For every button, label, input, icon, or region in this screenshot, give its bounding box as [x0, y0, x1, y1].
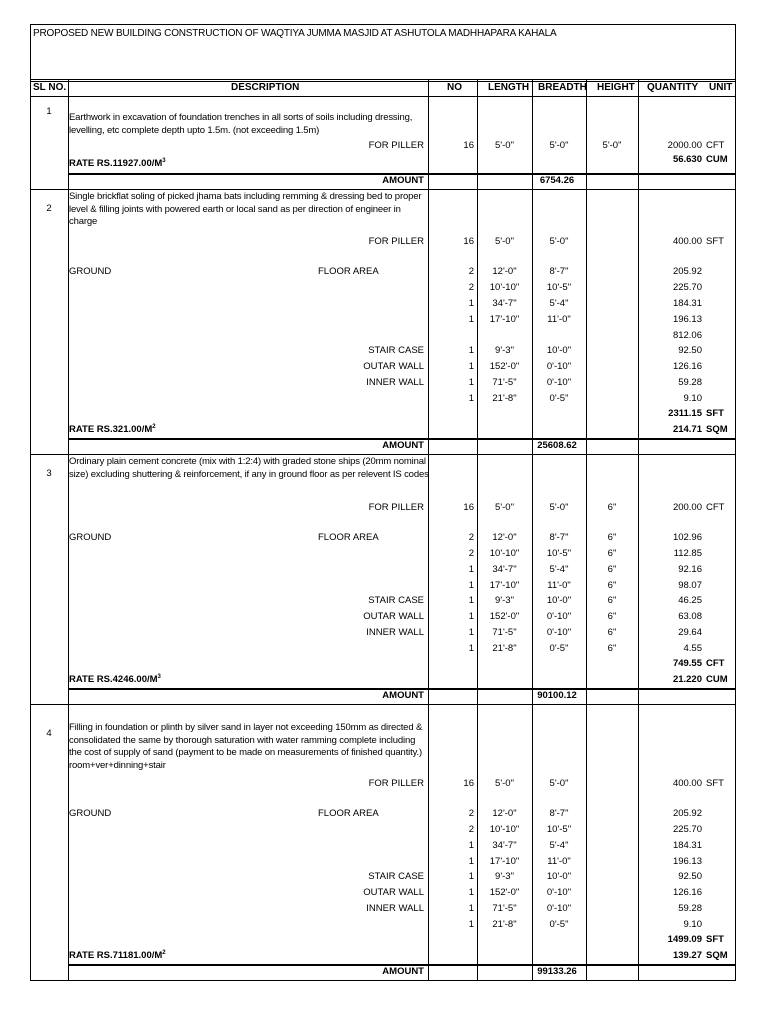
row-breadth: 5'-0" — [549, 140, 569, 151]
row-no: 16 — [463, 502, 474, 513]
row-right-label: INNER WALL — [366, 903, 424, 914]
row-quantity: 184.31 — [672, 298, 702, 309]
column-divider — [735, 79, 736, 980]
row-breadth: 10'-5" — [546, 282, 572, 293]
row-no: 1 — [468, 919, 474, 930]
row-breadth: 8'-7" — [549, 266, 569, 277]
row-length: 21'-8" — [492, 393, 517, 404]
total-unit: SFT — [706, 934, 724, 945]
amount-label: AMOUNT — [382, 690, 424, 701]
total-unit: SQM — [706, 950, 728, 961]
row-height: 6" — [607, 502, 617, 513]
row-quantity: 102.96 — [672, 532, 702, 543]
row-breadth: 0'-10" — [546, 887, 572, 898]
row-length: 152'-0" — [489, 611, 520, 622]
header-quantity: QUANTITY — [647, 82, 699, 93]
row-no: 1 — [468, 871, 474, 882]
row-quantity: 9.10 — [683, 393, 702, 404]
row-length: 17'-10" — [489, 314, 520, 325]
header-no: NO — [447, 82, 462, 93]
total-unit: SFT — [706, 408, 724, 419]
document-title-box — [30, 24, 736, 82]
section-top-border — [30, 704, 736, 705]
row-quantity: 400.00 — [672, 236, 702, 247]
row-quantity: 196.13 — [672, 856, 702, 867]
row-no: 1 — [468, 393, 474, 404]
row-no: 1 — [468, 564, 474, 575]
amount-label: AMOUNT — [382, 440, 424, 451]
row-right-label: OUTAR WALL — [363, 611, 424, 622]
row-no: 1 — [468, 856, 474, 867]
item-rate-text: RATE RS.71181.00/M — [69, 950, 163, 961]
row-no: 1 — [468, 314, 474, 325]
row-height: 6" — [607, 580, 617, 591]
row-no: 16 — [463, 236, 474, 247]
row-length: 9'-3" — [495, 595, 514, 606]
row-no: 2 — [468, 282, 474, 293]
row-quantity: 59.28 — [678, 377, 702, 388]
header-height: HEIGHT — [597, 82, 635, 93]
row-breadth: 0'-10" — [546, 611, 572, 622]
item-rate-exponent: 3 — [162, 157, 166, 164]
row-no: 2 — [468, 266, 474, 277]
item-rate-text: RATE RS.11927.00/M — [69, 158, 163, 169]
row-length: 152'-0" — [489, 887, 520, 898]
item-rate — [69, 950, 166, 962]
item-sl-number: 4 — [46, 728, 52, 739]
row-quantity: 98.07 — [678, 580, 702, 591]
total-quantity: 56.630 — [672, 154, 702, 165]
row-right-label: OUTAR WALL — [363, 361, 424, 372]
amount-value: 25608.62 — [537, 440, 577, 451]
total-quantity: 749.55 — [672, 658, 702, 669]
total-quantity: 139.27 — [672, 950, 702, 961]
row-right-label: STAIR CASE — [368, 871, 424, 882]
item-sl-number: 3 — [46, 468, 52, 479]
total-quantity: 2311.15 — [668, 408, 702, 419]
row-breadth: 11'-0" — [547, 856, 571, 867]
row-length: 12'-0" — [492, 266, 517, 277]
row-unit: CFT — [706, 140, 725, 151]
item-rate — [69, 674, 161, 686]
row-length: 21'-8" — [492, 919, 517, 930]
row-right-label: OUTAR WALL — [363, 887, 424, 898]
table-header — [30, 79, 736, 97]
row-breadth: 10'-0" — [546, 345, 572, 356]
header-description: DESCRIPTION — [231, 82, 300, 93]
row-breadth: 0'-10" — [546, 903, 572, 914]
row-breadth: 5'-0" — [549, 502, 569, 513]
header-sl-no: SL NO. — [33, 82, 67, 93]
total-quantity: 1499.09 — [667, 934, 702, 945]
row-breadth: 5'-4" — [549, 298, 569, 309]
row-no: 1 — [468, 580, 474, 591]
item-description: Ordinary plain cement concrete (mix with 1:2:4) with graded stone ships (20mm nominal size) excluding shuttering & reinforcement, if any in ground floor as per relevent IS codes — [69, 456, 429, 480]
row-right-label: FOR PILLER — [368, 140, 424, 151]
row-quantity: 92.50 — [678, 871, 702, 882]
row-right-label: INNER WALL — [366, 627, 424, 638]
row-breadth: 8'-7" — [549, 532, 569, 543]
row-breadth: 10'-0" — [546, 595, 572, 606]
row-length: 12'-0" — [492, 532, 517, 543]
row-quantity: 92.50 — [678, 345, 702, 356]
row-quantity: 400.00 — [672, 778, 702, 789]
row-length: 5'-0" — [495, 502, 514, 513]
row-no: 1 — [468, 595, 474, 606]
row-height: 6" — [607, 532, 617, 543]
row-unit: CFT — [706, 502, 725, 513]
row-length: 152'-0" — [489, 361, 520, 372]
total-unit: CFT — [706, 658, 725, 669]
row-no: 1 — [468, 903, 474, 914]
item-rate-exponent: 2 — [162, 949, 166, 956]
row-quantity: 63.08 — [678, 611, 702, 622]
row-no: 1 — [468, 627, 474, 638]
row-quantity: 126.16 — [672, 361, 702, 372]
row-right-label: STAIR CASE — [368, 345, 424, 356]
row-unit: SFT — [706, 778, 724, 789]
row-quantity: 2000.00 — [667, 140, 702, 151]
row-breadth: 8'-7" — [549, 808, 569, 819]
row-no: 1 — [468, 643, 474, 654]
row-height: 6" — [607, 643, 617, 654]
row-right-label: FOR PILLER — [368, 236, 424, 247]
row-no: 1 — [468, 345, 474, 356]
total-unit: CUM — [706, 674, 728, 685]
row-no: 16 — [463, 140, 474, 151]
header-unit: UNIT — [709, 82, 733, 93]
row-quantity: 9.10 — [683, 919, 702, 930]
row-breadth: 0'-10" — [546, 377, 572, 388]
row-no: 1 — [468, 611, 474, 622]
row-breadth: 11'-0" — [547, 580, 571, 591]
document-title: PROPOSED NEW BUILDING CONSTRUCTION OF WAQTIYA JUMMA MASJID AT ASHUTOLA MADHHAPARA KAHALA — [33, 28, 557, 39]
row-quantity: 29.64 — [678, 627, 702, 638]
row-no: 16 — [463, 778, 474, 789]
row-length: 34'-7" — [492, 840, 517, 851]
row-height: 6" — [607, 548, 617, 559]
row-breadth: 5'-0" — [549, 236, 569, 247]
item-rate — [69, 158, 166, 170]
row-no: 2 — [468, 548, 474, 559]
row-quantity: 46.25 — [678, 595, 702, 606]
row-length: 71'-5" — [492, 627, 517, 638]
row-no: 1 — [468, 377, 474, 388]
total-quantity: 21.220 — [672, 674, 702, 685]
amount-label: AMOUNT — [382, 966, 424, 977]
item-rate — [69, 424, 156, 436]
row-length: 5'-0" — [495, 778, 514, 789]
row-breadth: 10'-0" — [546, 871, 572, 882]
row-height: 6" — [607, 627, 617, 638]
row-length: 10'-10" — [489, 824, 520, 835]
row-no: 2 — [468, 824, 474, 835]
row-length: 5'-0" — [495, 140, 514, 151]
row-breadth: 5'-4" — [549, 840, 569, 851]
row-height: 6" — [607, 611, 617, 622]
row-length: 71'-5" — [492, 377, 517, 388]
row-breadth: 0'-5" — [549, 393, 569, 404]
row-breadth: 0'-5" — [549, 643, 569, 654]
item-sl-number: 2 — [46, 203, 52, 214]
row-length: 34'-7" — [492, 298, 517, 309]
row-height: 6" — [607, 595, 617, 606]
row-breadth: 5'-4" — [549, 564, 569, 575]
row-length: 10'-10" — [489, 548, 520, 559]
row-breadth: 0'-10" — [546, 361, 572, 372]
row-no: 1 — [468, 840, 474, 851]
row-mid-label: FLOOR AREA — [318, 808, 379, 819]
row-quantity: 59.28 — [678, 903, 702, 914]
row-quantity: 112.85 — [673, 548, 702, 559]
amount-value: 99133.26 — [537, 966, 577, 977]
header-breadth: BREADTH — [538, 82, 587, 93]
row-length: 9'-3" — [495, 871, 514, 882]
row-mid-label: FLOOR AREA — [318, 532, 379, 543]
item-description: Earthwork in excavation of foundation trenches in all sorts of soils including dressing, levelling, etc complete depth upto 1.5m. (not exceeding 1.5m) — [69, 112, 413, 136]
row-length: 71'-5" — [492, 903, 517, 914]
row-no: 2 — [468, 808, 474, 819]
column-divider — [586, 79, 587, 980]
row-quantity: 812.06 — [672, 330, 702, 341]
row-quantity: 200.00 — [672, 502, 702, 513]
row-quantity: 205.92 — [672, 266, 702, 277]
amount-value: 6754.26 — [539, 175, 575, 186]
item-rate-text: RATE RS.321.00/M — [69, 424, 153, 435]
amount-value: 90100.12 — [537, 690, 577, 701]
row-length: 12'-0" — [492, 808, 517, 819]
row-length: 21'-8" — [492, 643, 517, 654]
row-no: 1 — [468, 887, 474, 898]
row-breadth: 10'-5" — [546, 824, 572, 835]
row-mid-label: FLOOR AREA — [318, 266, 379, 277]
row-right-label: STAIR CASE — [368, 595, 424, 606]
total-unit: CUM — [706, 154, 728, 165]
item-sl-number: 1 — [46, 106, 52, 117]
section-top-border — [30, 189, 736, 190]
row-quantity: 205.92 — [672, 808, 702, 819]
item-rate-text: RATE RS.4246.00/M — [69, 674, 158, 685]
row-length: 10'-10" — [489, 282, 520, 293]
total-quantity: 214.71 — [672, 424, 702, 435]
row-quantity: 225.70 — [672, 824, 702, 835]
row-length: 17'-10" — [489, 856, 520, 867]
row-height: 5'-0" — [602, 140, 622, 151]
item-rate-exponent: 3 — [157, 673, 161, 680]
row-left-label: GROUND — [69, 532, 112, 543]
table-bottom-border — [30, 980, 736, 981]
row-quantity: 225.70 — [672, 282, 702, 293]
item-description: Filling in foundation or plinth by silver sand in layer not exceeding 150mm as directed & consolidated the same by thorough saturation with water ramming complete including the cost of supply of sand (payment to be made on measurements of finished quantity.) room+ver+dinning+stair — [69, 722, 423, 771]
section-top-border — [30, 454, 736, 455]
row-breadth: 11'-0" — [547, 314, 571, 325]
row-breadth: 0'-5" — [549, 919, 569, 930]
section-top-border — [30, 96, 736, 97]
row-quantity: 196.13 — [672, 314, 702, 325]
row-breadth: 5'-0" — [549, 778, 569, 789]
row-right-label: FOR PILLER — [368, 778, 424, 789]
row-length: 34'-7" — [492, 564, 517, 575]
row-left-label: GROUND — [69, 808, 112, 819]
row-quantity: 92.16 — [678, 564, 702, 575]
row-quantity: 184.31 — [672, 840, 702, 851]
header-length: LENGTH — [488, 82, 530, 93]
item-rate-exponent: 2 — [152, 423, 156, 430]
row-quantity: 4.55 — [683, 643, 702, 654]
row-height: 6" — [607, 564, 617, 575]
row-unit: SFT — [706, 236, 724, 247]
row-right-label: FOR PILLER — [368, 502, 424, 513]
amount-label: AMOUNT — [382, 175, 424, 186]
row-quantity: 126.16 — [672, 887, 702, 898]
total-unit: SQM — [706, 424, 728, 435]
row-breadth: 0'-10" — [546, 627, 572, 638]
row-length: 5'-0" — [495, 236, 514, 247]
row-no: 2 — [468, 532, 474, 543]
row-left-label: GROUND — [69, 266, 112, 277]
row-length: 17'-10" — [489, 580, 520, 591]
item-description: Single brickflat soling of picked jhama bats including remming & dressing bed to proper level & filling joints with powered earth or local sand as per direction of engineer in charge — [69, 191, 422, 228]
row-length: 9'-3" — [495, 345, 514, 356]
row-right-label: INNER WALL — [366, 377, 424, 388]
row-no: 1 — [468, 298, 474, 309]
row-no: 1 — [468, 361, 474, 372]
row-breadth: 10'-5" — [546, 548, 572, 559]
